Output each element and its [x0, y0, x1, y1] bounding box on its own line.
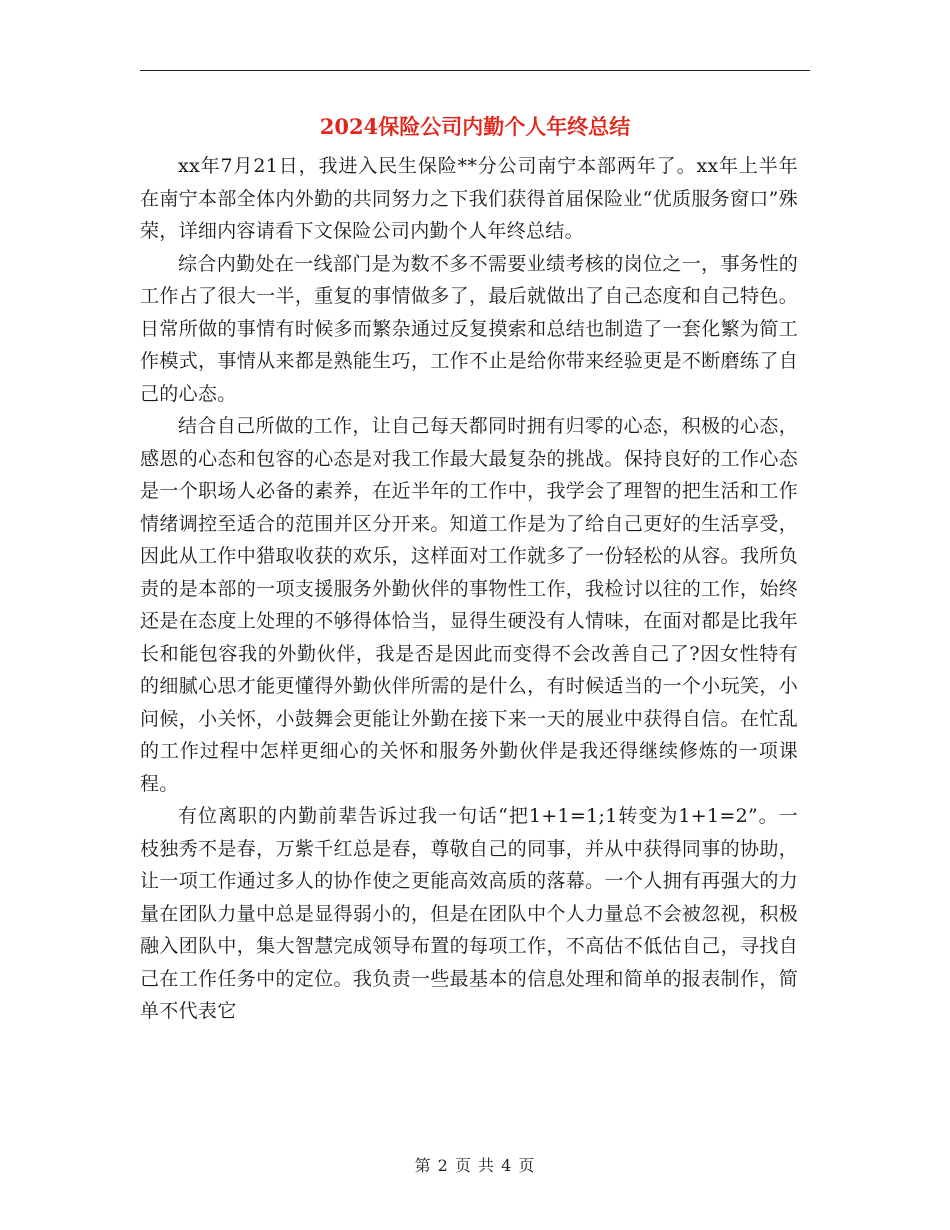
paragraph-4: 有位离职的内勤前辈告诉过我一句话“把1+1=1;1转变为1+1=2”。一枝独秀不是春，万紫千红总是春，尊敬自己的同事，并从中获得同事的协助，让一项工作通过多人的协作使之更能高效高质的落幕。一个人拥有再强大的力量在团队力量中总是显得弱小的，但是在团队中个人力量总不会被忽视，积极融入团队中，集大智慧完成领导布置的每项工作，不高估不低估自己，寻找自己在工作任务中的定位。我负责一些最基本的信息处理和简单的报表制作，简单不代表它: [140, 805, 798, 1022]
header-rule: [140, 70, 810, 71]
paragraph-1: xx年7月21日，我进入民生保险**分公司南宁本部两年了。xx年上半年在南宁本部全体内外勤的共同努力之下我们获得首届保险业“优质服务窗口”殊荣，详细内容请看下文保险公司内勤个人年终总结。: [140, 155, 798, 242]
paragraph-3: 结合自己所做的工作，让自己每天都同时拥有归零的心态，积极的心态，感恩的心态和包容的心态是对我工作最大最复杂的挑战。保持良好的工作心态是一个职场人必备的素养，在近半年的工作中，我学会了理智的把生活和工作情绪调控至适合的范围并区分开来。知道工作是为了给自己更好的生活享受，因此从工作中猎取收获的欢乐，这样面对工作就多了一份轻松的从容。我所负责的是本部的一项支援服务外勤伙伴的事物性工作，我检讨以往的工作，始终还是在态度上处理的不够得体恰当，显得生硬没有人情味，在面对都是比我年长和能包容我的外勤伙伴，我是否是因此而变得不会改善自己了?因女性特有的细腻心思才能更懂得外勤伙伴所需的是什么，有时候适当的一个小玩笑，小问候，小关怀，小鼓舞会更能让外勤在接下来一天的展业中获得自信。在忙乱的工作过程中怎样更细心的关怀和服务外勤伙伴是我还得继续修炼的一项课程。: [140, 415, 798, 795]
paragraph-2: 综合内勤处在一线部门是为数不多不需要业绩考核的岗位之一，事务性的工作占了很大一半，重复的事情做多了，最后就做出了自己态度和自己特色。日常所做的事情有时候多而繁杂通过反复摸索和总结也制造了一套化繁为简工作模式，事情从来都是熟能生巧，工作不止是给你带来经验更是不断磨练了自己的心态。: [140, 252, 798, 405]
document-body: [140, 150, 798, 1028]
page-number-footer: 第 2 页 共 4 页: [414, 1156, 536, 1175]
document-title: 2024保险公司内勤个人年终总结: [319, 114, 631, 139]
